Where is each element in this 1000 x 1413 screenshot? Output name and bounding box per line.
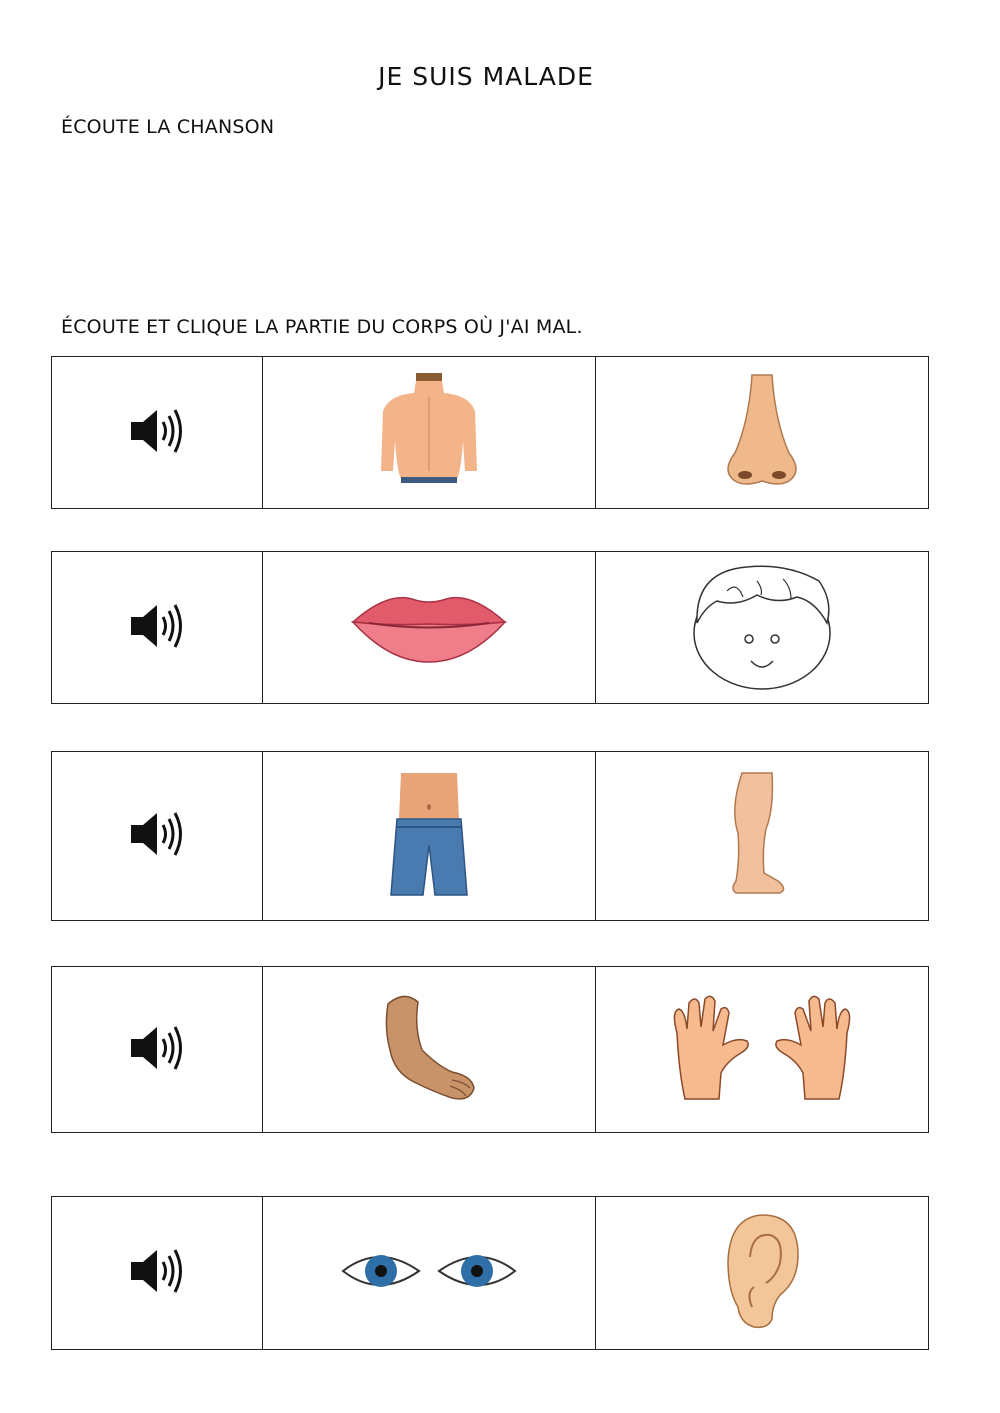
page-title: JE SUIS MALADE bbox=[378, 62, 594, 91]
hands-icon[interactable] bbox=[657, 993, 867, 1107]
speaker-icon[interactable] bbox=[127, 599, 187, 657]
exercise-row-3 bbox=[51, 751, 929, 921]
exercise-row-2 bbox=[51, 551, 929, 704]
speaker-icon[interactable] bbox=[127, 807, 187, 865]
instruction-song: ÉCOUTE LA CHANSON bbox=[61, 116, 275, 138]
exercise-row-1 bbox=[51, 356, 929, 509]
nose-icon[interactable] bbox=[717, 371, 807, 495]
head-icon[interactable] bbox=[687, 561, 837, 695]
speaker-icon[interactable] bbox=[127, 404, 187, 462]
speaker-icon[interactable] bbox=[127, 1244, 187, 1302]
exercise-row-4 bbox=[51, 966, 929, 1133]
back-icon[interactable] bbox=[369, 371, 489, 495]
arm-icon[interactable] bbox=[374, 988, 484, 1112]
leg-icon[interactable] bbox=[722, 769, 802, 903]
instruction-click: ÉCOUTE ET CLIQUE LA PARTIE DU CORPS OÙ J'AI MAL. bbox=[61, 316, 583, 338]
eyes-icon[interactable] bbox=[339, 1241, 519, 1305]
belly-icon[interactable] bbox=[379, 769, 479, 903]
lips-icon[interactable] bbox=[349, 586, 509, 670]
ear-icon[interactable] bbox=[722, 1211, 802, 1335]
speaker-icon[interactable] bbox=[127, 1021, 187, 1079]
exercise-row-5 bbox=[51, 1196, 929, 1350]
